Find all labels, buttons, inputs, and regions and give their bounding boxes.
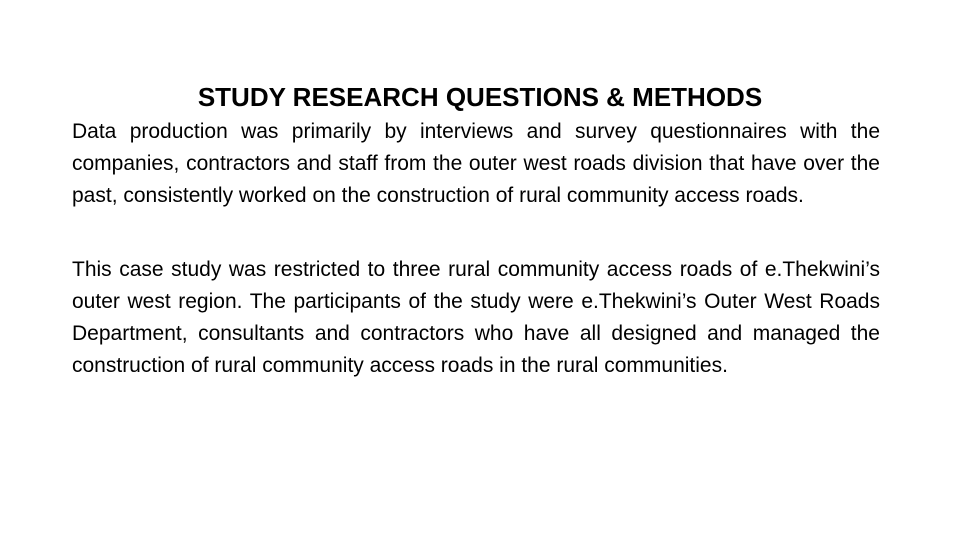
slide-title: STUDY RESEARCH QUESTIONS & METHODS <box>197 82 763 113</box>
slide-body <box>72 116 880 382</box>
body-paragraph-case-study: This case study was restricted to three rural community access roads of e.Thekwini’s outer west region. The participants of the study were e.Thekwini’s Outer West Roads Department, consultants and contractors who have all designed and managed the construction of rural community access roads in the rural communities. <box>72 258 880 377</box>
body-paragraph-methods: Data production was primarily by interviews and survey questionnaires with the companies, contractors and staff from the outer west roads division that have over the past, consistently worked on the construction of rural community access roads. <box>72 120 880 207</box>
